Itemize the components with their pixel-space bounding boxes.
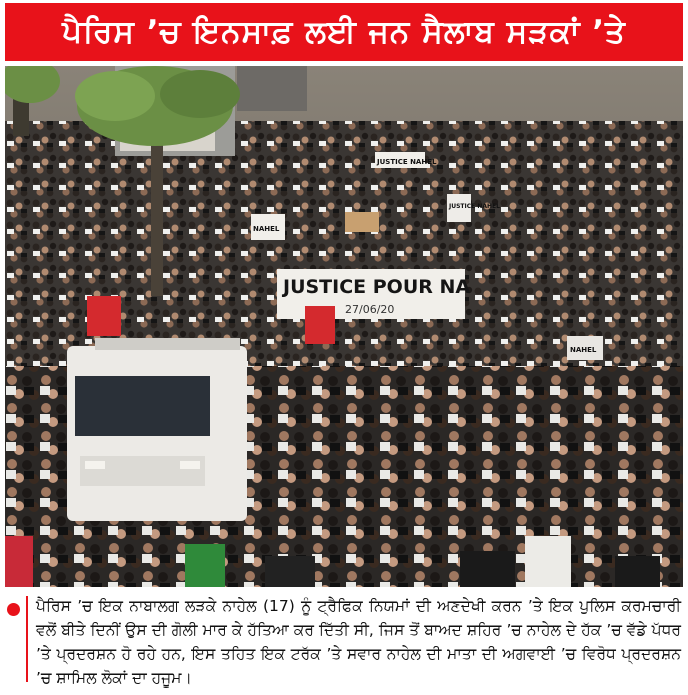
- white-van: [67, 338, 247, 521]
- svg-text:NAHEL: NAHEL: [570, 346, 597, 354]
- headline-banner: [5, 3, 683, 61]
- sign-right: [567, 336, 603, 360]
- banner-date-text: 27/06/20: [345, 303, 395, 316]
- photo-caption: [5, 592, 683, 692]
- flag-figure: [185, 544, 225, 587]
- caption-bullet: [7, 603, 20, 616]
- cardboard-sign: [345, 212, 379, 232]
- caption-text: ਪੈਰਿਸ ’ਚ ਇਕ ਨਾਬਾਲਗ ਲੜਕੇ ਨਾਹੇਲ (17) ਨੂੰ ਟ੍ਰੈਫਿਕ ਨਿਯਮਾਂ ਦੀ ਅਣਦੇਖੀ ਕਰਨ ’ਤੇ ਇਕ ਪੁਲਿਸ ਕਰਮਚਾਰੀ ਵਲੋਂ ਬੀਤੇ ਦਿਨੀਂ ਉਸ ਦੀ ਗੋਲੀ ਮਾਰ ਕੇ ਹੱਤਿਆ ਕਰ ਦਿੱਤੀ ਸੀ, ਜਿਸ ਤੋਂ ਬਾਅਦ ਸ਼ਹਿਰ ’ਚ ਨਾਹੇਲ ਦੇ ਹੱਕ ’ਚ ਵੱਡੇ ਪੱਧਰ ’ਤੇ ਪ੍ਰਦਰਸ਼ਨ ਹੋ ਰਹੇ ਹਨ, ਇਸ ਤਹਿਤ ਇਕ ਟਰੱਕ ’ਤੇ ਸਵਾਰ ਨਾਹੇਲ ਦੀ ਮਾਤਾ ਦੀ ਅਗਵਾਈ ’ਚ ਵਿਰੋਧ ਪ੍ਰਦਰਸ਼ਨ ’ਚ ਸ਼ਾਮਿਲ ਲੋਕਾਂ ਦਾ ਹਜੂਮ।: [36, 597, 681, 687]
- banner-main-text: JUSTICE POUR NA: [283, 276, 471, 298]
- protest-photo: [5, 66, 683, 587]
- svg-text:JUSTICE NAHEL: JUSTICE NAHEL: [377, 158, 437, 166]
- red-shirt-figure: [305, 306, 335, 344]
- caption-rule: [26, 596, 28, 682]
- red-shirt-figure-left: [87, 296, 121, 336]
- sign-left: [251, 214, 285, 240]
- svg-text:NAHEL: NAHEL: [253, 225, 280, 233]
- headline-text: ਪੈਰਿਸ ’ਚ ਇਨਸਾਫ਼ ਲਈ ਜਨ ਸੈਲਾਬ ਸੜਕਾਂ ’ਤੇ: [62, 13, 626, 50]
- svg-text:JUSTICE NAHEL: JUSTICE NAHEL: [449, 203, 500, 210]
